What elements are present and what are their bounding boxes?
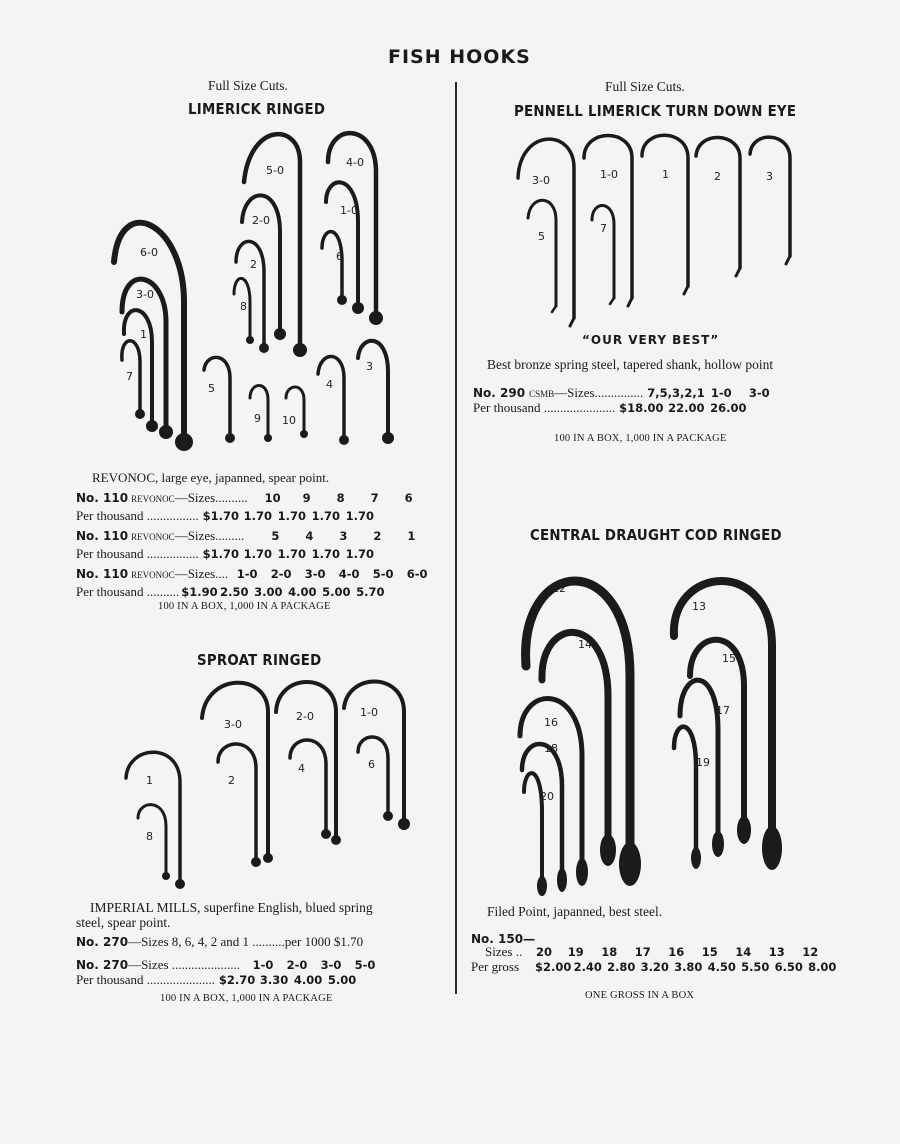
limerick-hooks-figure: [100, 122, 420, 462]
fish-hook-icon: [286, 387, 308, 438]
size-value: 6-0: [406, 567, 428, 581]
hook-size-label: 4: [298, 762, 305, 775]
hook-size-label: 17: [716, 704, 730, 717]
hook-size-label: 19: [696, 756, 710, 769]
size-value: 7,5,3,2,1: [647, 386, 705, 400]
size-value: 3-0: [304, 567, 326, 581]
size-value: 3-0: [320, 958, 342, 972]
page-title: FISH HOOKS: [388, 46, 531, 68]
price-row: [76, 546, 448, 566]
hook-size-label: 20: [540, 790, 554, 803]
hook-size-label: 4-0: [346, 156, 364, 169]
price-value: 2.40: [573, 960, 602, 974]
fish-hook-icon: [642, 135, 688, 294]
sproat-line-1: [76, 934, 363, 950]
hook-size-label: 6: [336, 250, 343, 263]
sproat-line-3: [76, 972, 359, 988]
fish-hook-icon: [696, 137, 740, 276]
size-value: 10: [264, 491, 281, 505]
hook-size-label: 3: [366, 360, 373, 373]
fish-hook-icon: [358, 341, 394, 444]
price-value: 22.00: [668, 401, 705, 415]
catalog-number: No. 270: [76, 958, 129, 972]
hook-size-label: 4: [326, 378, 333, 391]
size-value: 5-0: [372, 567, 394, 581]
hook-size-label: 2-0: [296, 710, 314, 723]
hook-size-label: 5-0: [266, 164, 284, 177]
pennell-tagline: “OUR VERY BEST”: [582, 333, 720, 347]
fish-hook-icon: [126, 752, 185, 889]
catalog-number: No. 270: [76, 935, 129, 949]
sizes-label: Sizes ..: [485, 944, 523, 959]
fish-hook-icon: [276, 682, 341, 845]
hook-size-label: 3: [766, 170, 773, 183]
limerick-heading: LIMERICK RINGED: [188, 100, 326, 118]
pennell-cut-note: Full Size Cuts.: [605, 79, 685, 94]
hook-size-label: 3-0: [532, 174, 550, 187]
hook-size-label: 16: [544, 716, 558, 729]
size-value: 5: [271, 529, 280, 543]
fish-hook-icon: [318, 356, 349, 445]
hook-size-label: 1-0: [600, 168, 618, 181]
price-value: 4.00: [293, 973, 323, 987]
fish-hook-icon: [202, 683, 273, 863]
price-value: 3.20: [640, 960, 669, 974]
price-value: $18.00: [619, 401, 664, 415]
catalog-number: No. 110: [76, 529, 129, 543]
brand-mark: RЕVОNОС: [131, 570, 175, 580]
price-value: 1.70: [243, 509, 272, 523]
pennell-line-1: [473, 385, 779, 401]
hook-size-label: 5: [208, 382, 215, 395]
price-value: 3.00: [254, 585, 283, 599]
price-value: 8.00: [808, 960, 837, 974]
central-description: Filed Point, japanned, best steel.: [487, 904, 663, 919]
hook-size-label: 12: [552, 582, 566, 595]
pennell-packing: 100 IN A BOX, 1,000 IN A PACKAGE: [554, 433, 727, 444]
price-value: 3.80: [674, 960, 703, 974]
fish-hook-icon: [674, 581, 782, 870]
price-value: $1.70: [202, 509, 239, 523]
catalog-number: No. 110: [76, 491, 129, 505]
hook-size-label: 2: [714, 170, 721, 183]
hook-size-label: 7: [126, 370, 133, 383]
hook-size-label: 2: [228, 774, 235, 787]
size-value: 13: [768, 945, 785, 959]
limerick-cut-note: Full Size Cuts.: [208, 78, 288, 93]
central-heading: CENTRAL DRAUGHT COD RINGED: [530, 526, 782, 544]
catalog-number: No. 110: [76, 567, 129, 581]
fish-hook-icon: [290, 740, 331, 839]
catalog-number: No. 290: [473, 386, 526, 400]
brand-mark: CSMB: [529, 389, 555, 399]
sproat-description-2: steel, spear point.: [76, 915, 171, 930]
size-value: 15: [701, 945, 718, 959]
hook-size-label: 7: [600, 222, 607, 235]
central-hooks-figure: [500, 556, 820, 900]
hook-size-label: 5: [538, 230, 545, 243]
size-value: 4: [305, 529, 314, 543]
size-value: 2-0: [286, 958, 308, 972]
fish-hook-icon: [122, 279, 173, 439]
size-value: 2: [373, 529, 382, 543]
size-value: 1-0: [252, 958, 274, 972]
central-sizes-row: [485, 944, 827, 960]
central-catalog-number: No. 150—: [471, 932, 536, 946]
size-value: 9: [302, 491, 311, 505]
fish-hook-icon: [344, 681, 410, 830]
central-prices-row: [471, 959, 839, 975]
fish-hook-icon: [138, 805, 170, 880]
price-row: [76, 528, 448, 546]
price-value: 1.70: [345, 509, 374, 523]
sproat-hooks-figure: [110, 672, 430, 896]
size-value: 7: [370, 491, 379, 505]
limerick-price-list: [76, 490, 448, 604]
price-value: 4.50: [707, 960, 736, 974]
fish-hook-icon: [592, 205, 614, 304]
hook-size-label: 6: [368, 758, 375, 771]
sizes-label: —Sizes...............: [554, 385, 644, 400]
fish-hook-icon: [674, 727, 701, 869]
hook-size-label: 2-0: [252, 214, 270, 227]
column-divider: [455, 82, 457, 994]
hook-size-label: 10: [282, 414, 296, 427]
size-value: 16: [668, 945, 685, 959]
price-label: Per gross: [471, 959, 520, 974]
fish-hook-icon: [204, 357, 235, 443]
fish-hook-icon: [528, 200, 556, 312]
size-value: 18: [601, 945, 618, 959]
price-value: $2.00: [535, 960, 572, 974]
hook-size-label: 18: [544, 742, 558, 755]
fish-hook-icon: [218, 744, 261, 867]
pennell-heading: PENNELL LIMERICK TURN DOWN EYE: [514, 102, 797, 120]
fish-hook-icon: [522, 744, 567, 892]
central-packing: ONE GROSS IN A BOX: [585, 990, 695, 1001]
price-value: 1.70: [311, 547, 340, 561]
size-value: 5-0: [354, 958, 376, 972]
price-value: $1.90: [181, 585, 218, 599]
size-value: 2-0: [270, 567, 292, 581]
hook-size-label: 9: [254, 412, 261, 425]
sizes-label: —Sizes.........: [174, 528, 245, 543]
size-value: 19: [567, 945, 584, 959]
sizes-label: —Sizes .....................: [128, 957, 241, 972]
hook-size-label: 1: [140, 328, 147, 341]
price-value: 1.70: [311, 509, 340, 523]
hook-size-label: 3-0: [136, 288, 154, 301]
size-value: 3-0: [748, 386, 770, 400]
hook-size-label: 2: [250, 258, 257, 271]
price-label: Per thousand ................: [76, 508, 199, 523]
price-label: Per thousand ................: [76, 546, 199, 561]
hook-size-label: 1: [146, 774, 153, 787]
price-value: 5.00: [322, 585, 351, 599]
price-label: Per thousand ..........: [76, 584, 180, 599]
hook-size-label: 8: [240, 300, 247, 313]
price-value: 1.70: [277, 509, 306, 523]
price-row: [76, 490, 448, 508]
pennell-hooks-figure: [500, 128, 810, 328]
price-value: 5.00: [327, 973, 357, 987]
price-row: [76, 566, 448, 584]
pennell-line-2: [473, 400, 749, 416]
size-value: 17: [634, 945, 651, 959]
price-value: 5.70: [356, 585, 385, 599]
sproat-packing: 100 IN A BOX, 1,000 IN A PACKAGE: [160, 993, 333, 1004]
limerick-description: RЕVОNОС, large eye, japanned, spear point.: [92, 470, 330, 485]
sizes-label: —Sizes..........: [174, 490, 248, 505]
price-value: 6.50: [774, 960, 803, 974]
sproat-description-1: IMPERIAL MILLS, superfine English, blued spring: [90, 900, 373, 915]
price-value: 1.70: [243, 547, 272, 561]
price-value: $1.70: [202, 547, 239, 561]
hook-size-label: 15: [722, 652, 736, 665]
hook-size-label: 13: [692, 600, 706, 613]
price-value: 3.30: [259, 973, 289, 987]
size-value: 6: [404, 491, 413, 505]
size-value: 1-0: [236, 567, 258, 581]
size-value: 1-0: [710, 386, 732, 400]
hook-size-label: 1: [662, 168, 669, 181]
size-value: 14: [735, 945, 752, 959]
fish-hook-icon: [322, 232, 347, 305]
size-value: 3: [339, 529, 348, 543]
price-text: —Sizes 8, 6, 4, 2 and 1 ..........per 1000 $1.70: [128, 934, 364, 949]
sizes-label: —Sizes....: [174, 566, 229, 581]
price-value: 2.50: [220, 585, 249, 599]
hook-size-label: 14: [578, 638, 592, 651]
price-value: $2.70: [218, 973, 256, 987]
fish-hook-icon: [518, 139, 574, 326]
price-value: 1.70: [345, 547, 374, 561]
fish-hook-icon: [326, 182, 364, 314]
brand-mark: RЕVОNОС: [131, 494, 175, 504]
size-value: 12: [802, 945, 819, 959]
price-value: 4.00: [288, 585, 317, 599]
limerick-packing: 100 IN A BOX, 1,000 IN A PACKAGE: [158, 601, 331, 612]
price-label: Per thousand ......................: [473, 400, 616, 415]
fish-hook-icon: [750, 137, 790, 264]
price-label: Per thousand .....................: [76, 972, 216, 987]
hook-size-label: 1-0: [360, 706, 378, 719]
fish-hook-icon: [358, 737, 393, 821]
hook-size-label: 8: [146, 830, 153, 843]
size-value: 1: [407, 529, 416, 543]
price-value: 26.00: [710, 401, 747, 415]
price-value: 2.80: [607, 960, 636, 974]
pennell-description: Best bronze spring steel, tapered shank, hollow point: [487, 357, 774, 372]
sproat-line-2: [76, 957, 382, 973]
size-value: 20: [535, 945, 552, 959]
brand-mark: RЕVОNОС: [131, 532, 175, 542]
hook-size-label: 1-0: [340, 204, 358, 217]
size-value: 8: [336, 491, 345, 505]
price-row: [76, 508, 448, 528]
size-value: 4-0: [338, 567, 360, 581]
sproat-heading: SPROAT RINGED: [197, 651, 322, 669]
price-value: 1.70: [277, 547, 306, 561]
hook-size-label: 6-0: [140, 246, 158, 259]
hook-size-label: 3-0: [224, 718, 242, 731]
price-value: 5.50: [741, 960, 770, 974]
